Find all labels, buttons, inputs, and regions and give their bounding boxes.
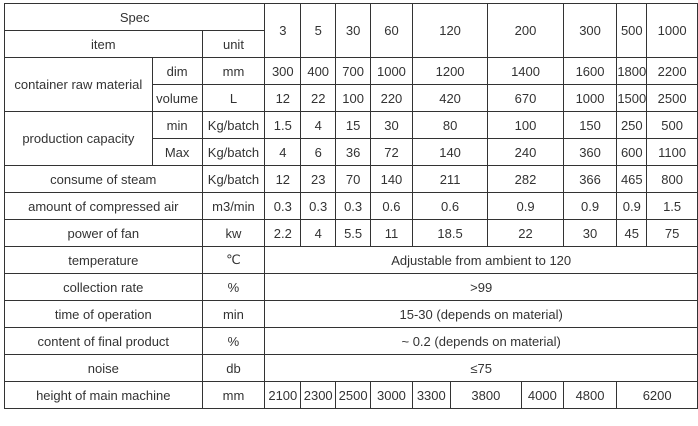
row-collection-rate (5, 274, 698, 301)
max-value: 360 (563, 139, 617, 166)
model-header-200: 200 (488, 4, 563, 58)
steam-value: 70 (336, 166, 371, 193)
compressed-air-value: 0.9 (563, 193, 617, 220)
compressed-air-value: 1.5 (647, 193, 698, 220)
steam-value: 23 (301, 166, 336, 193)
min-value: 1.5 (265, 112, 301, 139)
temperature-unit: ℃ (202, 247, 265, 274)
steam-value: 140 (371, 166, 413, 193)
final-content-value: ~ 0.2 (depends on material) (265, 328, 698, 355)
compressed-air-unit: m3/min (202, 193, 265, 220)
dim-value: 400 (301, 58, 336, 85)
steam-value: 282 (488, 166, 563, 193)
row-machine-height (5, 382, 698, 409)
min-value: 250 (617, 112, 647, 139)
production-capacity-label: production capacity (5, 112, 153, 166)
compressed-air-value: 0.9 (488, 193, 563, 220)
compressed-air-value: 0.3 (265, 193, 301, 220)
volume-unit: L (202, 85, 265, 112)
dim-value: 2200 (647, 58, 698, 85)
model-header-300: 300 (563, 4, 617, 58)
volume-value: 100 (336, 85, 371, 112)
steam-unit: Kg/batch (202, 166, 265, 193)
spec-header-cell: Spec (5, 4, 265, 31)
min-value: 80 (412, 112, 487, 139)
fan-power-unit: kw (202, 220, 265, 247)
steam-value: 465 (617, 166, 647, 193)
row-temperature (5, 247, 698, 274)
machine-height-value: 4000 (521, 382, 563, 409)
min-value: 150 (563, 112, 617, 139)
operation-time-value: 15-30 (depends on material) (265, 301, 698, 328)
min-value: 500 (647, 112, 698, 139)
compressed-air-label: amount of compressed air (5, 193, 203, 220)
dim-value: 1800 (617, 58, 647, 85)
row-noise (5, 355, 698, 382)
max-value: 36 (336, 139, 371, 166)
temperature-value: Adjustable from ambient to 120 (265, 247, 698, 274)
machine-height-value: 2300 (301, 382, 336, 409)
model-header-120: 120 (412, 4, 487, 58)
steam-value: 12 (265, 166, 301, 193)
max-value: 600 (617, 139, 647, 166)
volume-value: 2500 (647, 85, 698, 112)
min-value: 4 (301, 112, 336, 139)
machine-height-value: 4800 (563, 382, 617, 409)
operation-time-unit: min (202, 301, 265, 328)
volume-value: 1500 (617, 85, 647, 112)
temperature-label: temperature (5, 247, 203, 274)
row-container-dim (5, 58, 698, 85)
row-compressed-air (5, 193, 698, 220)
fan-power-value: 5.5 (336, 220, 371, 247)
compressed-air-value: 0.3 (301, 193, 336, 220)
fan-power-label: power of fan (5, 220, 203, 247)
row-capacity-min (5, 112, 698, 139)
dim-value: 700 (336, 58, 371, 85)
dim-value: 1400 (488, 58, 563, 85)
item-header-cell: item (5, 31, 203, 58)
volume-value: 12 (265, 85, 301, 112)
steam-value: 211 (412, 166, 487, 193)
fan-power-value: 30 (563, 220, 617, 247)
noise-value: ≤75 (265, 355, 698, 382)
row-fan-power (5, 220, 698, 247)
machine-height-value: 2100 (265, 382, 301, 409)
max-unit: Kg/batch (202, 139, 265, 166)
final-content-label: content of final product (5, 328, 203, 355)
max-value: 4 (265, 139, 301, 166)
model-header-500: 500 (617, 4, 647, 58)
row-operation-time (5, 301, 698, 328)
max-sub-label: Max (152, 139, 202, 166)
model-header-30: 30 (336, 4, 371, 58)
collection-rate-value: >99 (265, 274, 698, 301)
compressed-air-value: 0.6 (371, 193, 413, 220)
compressed-air-value: 0.6 (412, 193, 487, 220)
fan-power-value: 75 (647, 220, 698, 247)
volume-value: 670 (488, 85, 563, 112)
min-sub-label: min (152, 112, 202, 139)
steam-value: 366 (563, 166, 617, 193)
collection-rate-label: collection rate (5, 274, 203, 301)
dim-value: 1600 (563, 58, 617, 85)
machine-height-value: 6200 (617, 382, 698, 409)
dim-value: 1200 (412, 58, 487, 85)
header-row-spec (5, 4, 698, 31)
fan-power-value: 45 (617, 220, 647, 247)
max-value: 6 (301, 139, 336, 166)
volume-value: 220 (371, 85, 413, 112)
machine-height-value: 2500 (336, 382, 371, 409)
dim-value: 300 (265, 58, 301, 85)
dim-unit: mm (202, 58, 265, 85)
min-value: 30 (371, 112, 413, 139)
unit-header-cell: unit (202, 31, 265, 58)
row-steam (5, 166, 698, 193)
collection-rate-unit: % (202, 274, 265, 301)
noise-label: noise (5, 355, 203, 382)
dim-sub-label: dim (152, 58, 202, 85)
volume-sub-label: volume (152, 85, 202, 112)
fan-power-value: 2.2 (265, 220, 301, 247)
model-header-60: 60 (371, 4, 413, 58)
fan-power-value: 18.5 (412, 220, 487, 247)
container-raw-material-label: container raw material (5, 58, 153, 112)
fan-power-value: 11 (371, 220, 413, 247)
steam-label: consume of steam (5, 166, 203, 193)
machine-height-value: 3800 (450, 382, 521, 409)
operation-time-label: time of operation (5, 301, 203, 328)
model-header-3: 3 (265, 4, 301, 58)
max-value: 240 (488, 139, 563, 166)
model-header-5: 5 (301, 4, 336, 58)
max-value: 72 (371, 139, 413, 166)
final-content-unit: % (202, 328, 265, 355)
spec-table (4, 3, 698, 409)
compressed-air-value: 0.3 (336, 193, 371, 220)
compressed-air-value: 0.9 (617, 193, 647, 220)
fan-power-value: 4 (301, 220, 336, 247)
volume-value: 22 (301, 85, 336, 112)
noise-unit: db (202, 355, 265, 382)
model-header-1000: 1000 (647, 4, 698, 58)
min-value: 100 (488, 112, 563, 139)
volume-value: 420 (412, 85, 487, 112)
row-final-content (5, 328, 698, 355)
fan-power-value: 22 (488, 220, 563, 247)
max-value: 140 (412, 139, 487, 166)
machine-height-value: 3300 (412, 382, 450, 409)
machine-height-label: height of main machine (5, 382, 203, 409)
machine-height-value: 3000 (371, 382, 413, 409)
min-unit: Kg/batch (202, 112, 265, 139)
volume-value: 1000 (563, 85, 617, 112)
machine-height-unit: mm (202, 382, 265, 409)
max-value: 1100 (647, 139, 698, 166)
min-value: 15 (336, 112, 371, 139)
dim-value: 1000 (371, 58, 413, 85)
steam-value: 800 (647, 166, 698, 193)
